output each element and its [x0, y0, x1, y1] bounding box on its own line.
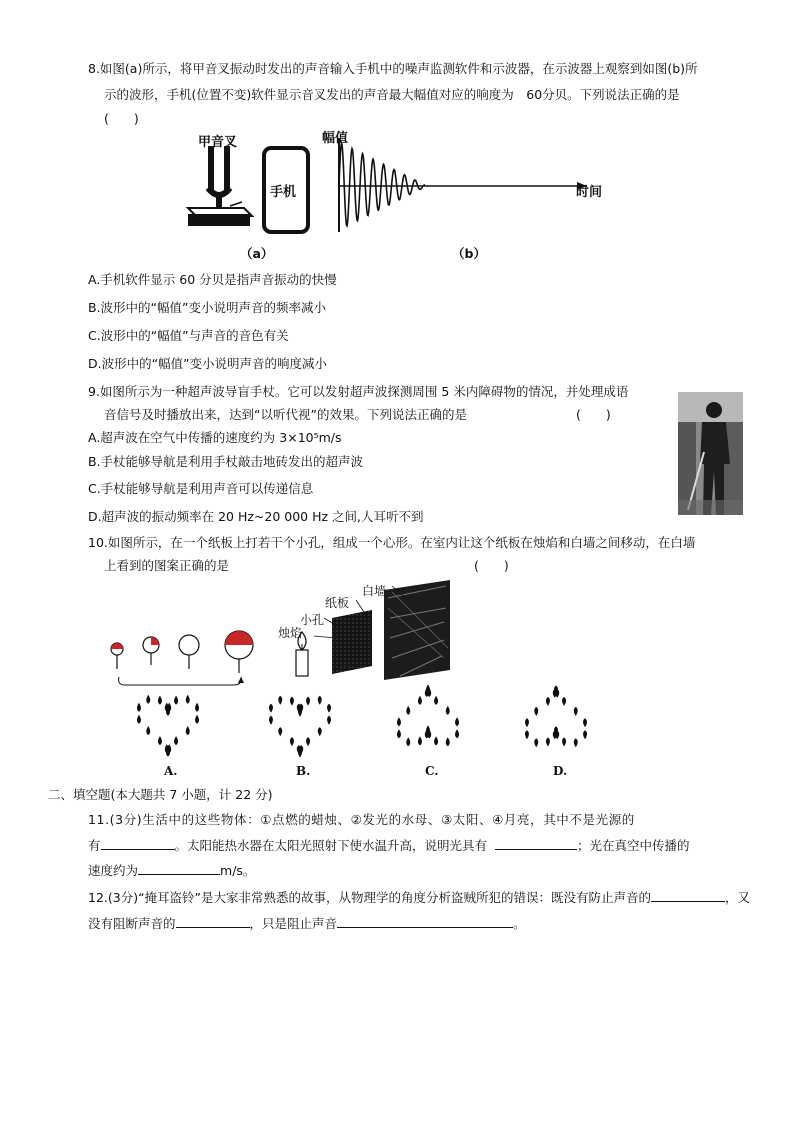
flame-shape-2: [143, 637, 159, 665]
q10-answer-paren: ( ): [474, 558, 509, 573]
heart-option-d: [525, 686, 587, 748]
flame-drop: [278, 696, 282, 705]
q8-option-b: B.波形中的“幅值”变小说明声音的频率减小: [88, 300, 327, 315]
flame-drop: [195, 715, 199, 724]
q8-figure-b-waveform: [325, 128, 603, 238]
flame-drop: [525, 730, 529, 739]
q12-blank-2[interactable]: [176, 914, 250, 928]
section-2-title: 二、填空题(本大题共 7 小题，计 22 分): [48, 787, 273, 802]
flame-drop: [186, 726, 190, 735]
q11-blank-3[interactable]: [138, 861, 220, 875]
flame-drop: [583, 718, 587, 727]
q9-option-a: A.超声波在空气中传播的速度约为 3×10⁵m/s: [88, 430, 342, 445]
flame-drop: [158, 696, 162, 705]
flame-drop: [278, 727, 282, 736]
fig-b-caption: （b）: [452, 246, 486, 261]
q12-text-line2: [88, 914, 526, 933]
flame-drop: [562, 737, 566, 746]
q12-line1-part-a: 12.(3分)“掩耳盗铃”是大家非常熟悉的故事，从物理学的角度分析盗贼所犯的错误：既没有防止声音的: [88, 890, 652, 905]
flame-drop: [434, 736, 438, 745]
flame-drop: [562, 697, 566, 706]
flame-drop: [397, 717, 401, 726]
q12-blank-1[interactable]: [651, 888, 725, 902]
heart-choice-b-label: B.: [296, 764, 311, 778]
q9-text-line1: 9.如图所示为一种超声波导盲手杖。它可以发射超声波探测周围 5 米内障碍物的情况，并处理成语: [88, 384, 629, 399]
q8-answer-paren: ( ): [104, 111, 139, 126]
label-white-wall: 白墙: [362, 584, 387, 598]
flame-drop: [269, 716, 273, 725]
flame-shape-1: [111, 643, 123, 669]
label-cardboard: 纸板: [325, 596, 350, 610]
q11-line2-part-c: ；光在真空中传播的: [577, 838, 690, 853]
flame-drop: [290, 697, 294, 706]
flame-drop: [174, 696, 178, 705]
flame-drop: [146, 695, 150, 704]
label-candle-flame: 烛焰: [278, 626, 303, 640]
flame-drop: [137, 715, 141, 724]
q10-heart-options: [120, 683, 620, 763]
heart-choice-a-label: A.: [164, 764, 178, 778]
tuning-fork-icon: [188, 146, 252, 226]
label-small-hole: 小孔: [300, 613, 325, 627]
q8-option-a: A.手机软件显示 60 分贝是指声音振动的快慢: [88, 272, 337, 287]
fig-a-caption: （a）: [240, 246, 274, 261]
heart-choice-c-label: C.: [425, 764, 439, 778]
flame-drop: [418, 696, 422, 705]
q11-blank-2[interactable]: [495, 836, 577, 850]
q8-option-d: D.波形中的“幅值”变小说明声音的响度减小: [88, 356, 328, 371]
q11-line2-part-a: 有: [88, 838, 101, 853]
q11-line3-part-a: 速度约为: [88, 863, 139, 878]
flame-drop: [327, 704, 331, 713]
flame-drop: [318, 727, 322, 736]
flame-drop: [446, 737, 450, 746]
q11-line2-part-b: 。太阳能热水器在太阳光照射下使水温升高，说明光具有: [174, 838, 488, 853]
flame-drop: [318, 696, 322, 705]
flame-drop: [306, 737, 310, 746]
flame-drop: [195, 703, 199, 712]
flame-shape-3: [179, 635, 199, 669]
q9-option-d: D.超声波的振动频率在 20 Hz~20 000 Hz 之间,人耳听不到: [88, 509, 424, 524]
white-wall: [384, 580, 450, 680]
flame-drop: [397, 729, 401, 738]
q12-line1-part-b: ，又: [725, 890, 751, 905]
cardboard-with-holes: [332, 610, 372, 674]
flame-drop: [186, 695, 190, 704]
q9-option-b: B.手杖能够导航是利用手杖敲击地砖发出的超声波: [88, 454, 364, 469]
flame-drop: [137, 703, 141, 712]
flame-drop: [327, 716, 331, 725]
q12-line2-part-a: 没有阻断声音的: [88, 916, 176, 931]
flame-drop: [574, 707, 578, 716]
q8-text-line2: 示的波形，手机(位置不变)软件显示音叉发出的声音最大幅值对应的响度为 60分贝。下列说法正确的是: [104, 87, 680, 102]
flame-drop: [534, 707, 538, 716]
flame-drop: [406, 706, 410, 715]
flame-drop: [455, 717, 459, 726]
heart-option-c: [397, 685, 459, 747]
q12-blank-3[interactable]: [337, 914, 513, 928]
flame-drop: [174, 736, 178, 745]
q9-answer-paren: ( ): [576, 407, 611, 422]
fig-a-phone-label: 手机: [270, 185, 297, 200]
q10-text-line2: 上看到的图案正确的是: [104, 558, 230, 573]
q11-line3-part-b: m/s。: [220, 863, 256, 878]
flame-drop: [269, 704, 273, 713]
q11-blank-1[interactable]: [101, 836, 175, 850]
flame-drop: [455, 729, 459, 738]
heart-option-b: [269, 696, 331, 758]
flame-drop: [546, 737, 550, 746]
flame-shape-4: [225, 631, 253, 673]
q8-text-line1: 8.如图(a)所示，将甲音叉振动时发出的声音输入手机中的噪声监测软件和示波器，在示波器上观察到如图(b)所: [88, 61, 698, 76]
flame-drop: [306, 697, 310, 706]
flame-drop: [583, 730, 587, 739]
q10-flame-sequence: [105, 625, 270, 687]
fig-a-fork-label: 甲音叉: [198, 135, 238, 150]
q10-text-line1: 10.如图所示，在一个纸板上打若干个小孔，组成一个心形。在室内让这个纸板在烛焰和白墙之间移动，在白墙: [88, 535, 696, 550]
flame-drop: [406, 737, 410, 746]
heart-choice-d-label: D.: [553, 764, 568, 778]
flame-drop: [546, 697, 550, 706]
heart-option-a: [137, 695, 199, 757]
q8-option-c: C.波形中的“幅值”与声音的音色有关: [88, 328, 289, 343]
flame-drop: [446, 706, 450, 715]
flame-drop: [534, 738, 538, 747]
flame-drop: [525, 718, 529, 727]
q9-blind-cane-photo: [678, 392, 743, 515]
q11-text-line3: [88, 861, 255, 880]
q9-option-c: C.手杖能够导航是利用声音可以传递信息: [88, 481, 314, 496]
q11-text-line1: 11.(3分)生活中的这些物体：①点燃的蜡烛、②发光的水母、③太阳、④月亮，其中不是光源的: [88, 812, 635, 827]
q9-text-line2: 音信号及时播放出来，达到“以听代视”的效果。下列说法正确的是: [104, 407, 467, 422]
q12-text-line1: [88, 888, 750, 907]
fig-b-y-label: 幅值: [322, 131, 349, 146]
flame-drop: [574, 738, 578, 747]
fig-b-x-label: 时间: [576, 185, 603, 200]
q11-text-line2: [88, 836, 690, 855]
flame-drop: [158, 736, 162, 745]
flame-drop: [418, 736, 422, 745]
flame-drop: [434, 696, 438, 705]
flame-drop: [290, 737, 294, 746]
q12-line2-part-c: 。: [513, 916, 526, 931]
q12-line2-part-b: ，只是阻止声音: [249, 916, 338, 931]
flame-drop: [146, 726, 150, 735]
